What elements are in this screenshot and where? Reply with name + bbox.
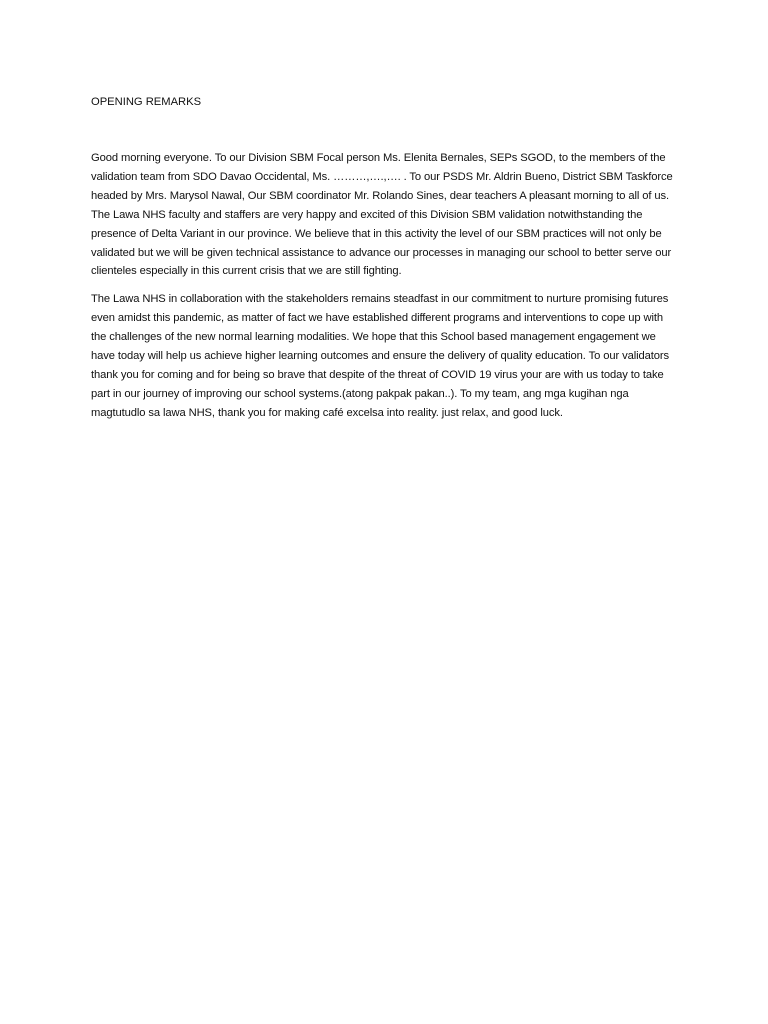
paragraph-greeting: Good morning everyone. To our Division SBM Focal person Ms. Elenita Bernales, SEPs SGOD, to the members of the validation team from SDO Davao Occidental, Ms. ………,….,…. . To our PSDS Mr. Aldrin Bueno, District SBM Taskforce headed by Mrs. Marysol Nawal, Our SBM coordinator Mr. Rolando Sines, dear teachers A pleasant morning to all of us. The Lawa NHS faculty and staffers are very happy and excited of this Division SBM validation notwithstanding the presence of Delta Variant in our province. We believe that in this activity the level of our SBM practices will not only be validated but we will be given technical assistance to advance our processes in managing our school to better serve our clienteles especially in this current crisis that we are still fighting. [91,152,673,278]
paragraph-commitment: The Lawa NHS in collaboration with the stakeholders remains steadfast in our commitment to nurture promising futures even amidst this pandemic, as matter of fact we have established different programs and interventions to cope up with the challenges of the new normal learning modalities. We hope that this School based management engagement we have today will help us achieve higher learning outcomes and ensure the delivery of quality education. To our validators thank you for coming and for being so brave that despite of the threat of COVID 19 virus your are with us today to take part in our journey of improving our school systems.(atong pakpak pakan..). To my team, ang mga kugihan nga magtutudlo sa lawa NHS, thank you for making café excelsa into reality. just relax, and good luck. [91,293,669,419]
document-heading: OPENING REMARKS [91,96,202,108]
document-body [91,93,681,432]
